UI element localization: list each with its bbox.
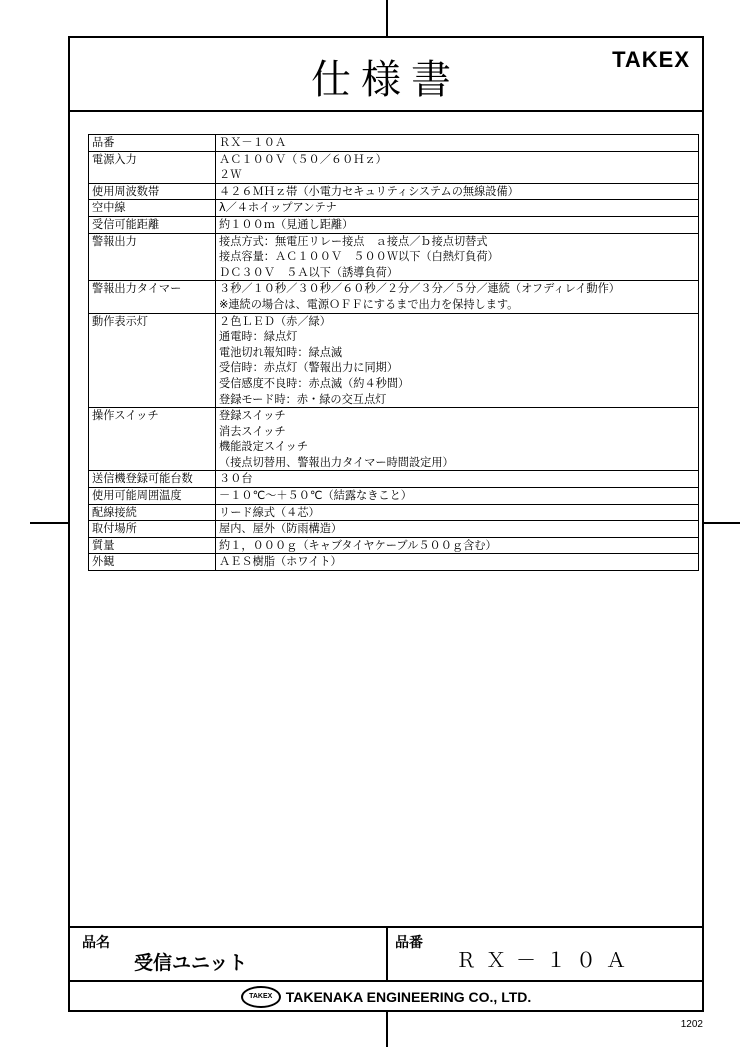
spec-value-line: 接点方式：無電圧リレー接点 ａ接点／ｂ接点切替式 bbox=[219, 234, 488, 248]
spec-value-line: －１０℃～＋５０℃（結露なきこと） bbox=[219, 489, 412, 503]
spec-row bbox=[89, 408, 699, 471]
spec-value-line: 受信時：赤点灯（警報出力に同期） bbox=[219, 361, 399, 375]
spec-key: 操作スイッチ bbox=[89, 408, 216, 471]
spec-value-line: （接点切替用、警報出力タイマー時間設定用） bbox=[219, 455, 454, 469]
spec-key: 警報出力 bbox=[89, 233, 216, 281]
spec-value-line: ４２６ＭＨｚ帯（小電力セキュリティシステムの無線設備） bbox=[219, 184, 519, 198]
spec-key: 空中線 bbox=[89, 200, 216, 217]
spec-value bbox=[216, 471, 699, 488]
spec-value bbox=[216, 537, 699, 554]
document-code: 1202 bbox=[680, 1019, 703, 1030]
spec-value bbox=[216, 183, 699, 200]
spec-row bbox=[89, 183, 699, 200]
spec-value-line: 接点容量：ＡＣ１００Ｖ ５００Ｗ以下（白熱灯負荷） bbox=[219, 250, 499, 264]
company-bar bbox=[70, 982, 702, 1012]
footer-divider bbox=[386, 928, 388, 980]
sheet-header bbox=[70, 38, 702, 112]
spec-key: 使用可能周囲温度 bbox=[89, 488, 216, 505]
spec-value-line: 電池切れ報知時：緑点滅 bbox=[219, 345, 343, 359]
crop-mark-right bbox=[704, 522, 740, 524]
model-number-value: ＲＸ－１０Ａ bbox=[456, 948, 636, 972]
spec-value-line: ＡＣ１００Ｖ（５０／６０Ｈｚ） bbox=[219, 152, 387, 166]
spec-row bbox=[89, 135, 699, 152]
spec-row bbox=[89, 200, 699, 217]
spec-key: 警報出力タイマー bbox=[89, 281, 216, 313]
spec-key: 動作表示灯 bbox=[89, 313, 216, 408]
spec-value-line: ３秒／１０秒／３０秒／６０秒／２分／３分／５分／連続（オフディレイ動作） bbox=[219, 282, 620, 296]
company-name: TAKENAKA ENGINEERING CO., LTD. bbox=[285, 989, 532, 1005]
spec-key: 使用周波数帯 bbox=[89, 183, 216, 200]
spec-row bbox=[89, 488, 699, 505]
spec-value-line: λ／４ホイップアンテナ bbox=[219, 201, 337, 215]
spec-row bbox=[89, 233, 699, 281]
crop-mark-left bbox=[30, 522, 68, 524]
spec-value-line: ＲＸ－１０Ａ bbox=[219, 136, 287, 149]
spec-value-line: リード線式（４芯） bbox=[219, 505, 320, 519]
spec-table bbox=[88, 134, 699, 571]
spec-value bbox=[216, 488, 699, 505]
spec-value bbox=[216, 554, 699, 571]
spec-value bbox=[216, 281, 699, 313]
spec-row bbox=[89, 313, 699, 408]
spec-value bbox=[216, 151, 699, 183]
spec-value-line: ２Ｗ bbox=[219, 168, 242, 182]
spec-value-line: ２色ＬＥＤ（赤／緑） bbox=[219, 314, 331, 328]
model-number-label: 品番 bbox=[395, 935, 423, 951]
spec-row bbox=[89, 281, 699, 313]
spec-row bbox=[89, 521, 699, 538]
spec-key: 配線接続 bbox=[89, 504, 216, 521]
crop-mark-top bbox=[386, 0, 388, 36]
page-title: 仕様書 bbox=[311, 57, 461, 103]
product-footer bbox=[70, 926, 702, 982]
spec-value-line: 登録スイッチ bbox=[219, 409, 286, 423]
spec-value bbox=[216, 135, 699, 152]
spec-row bbox=[89, 504, 699, 521]
spec-sheet-frame bbox=[68, 36, 704, 1012]
spec-value-line: ＡＥＳ樹脂（ホワイト） bbox=[219, 555, 342, 569]
spec-value-line: 通電時：緑点灯 bbox=[219, 330, 298, 344]
spec-value bbox=[216, 200, 699, 217]
spec-row bbox=[89, 471, 699, 488]
spec-key: 外観 bbox=[89, 554, 216, 571]
spec-row bbox=[89, 554, 699, 571]
crop-mark-bottom bbox=[386, 1012, 388, 1047]
product-name-label: 品名 bbox=[82, 935, 110, 951]
spec-value-line: ３０台 bbox=[219, 472, 253, 486]
company-logo-badge: TAKEX bbox=[241, 986, 281, 1008]
spec-value bbox=[216, 504, 699, 521]
spec-row bbox=[89, 151, 699, 183]
spec-value-line: 受信感度不良時：赤点滅（約４秒間） bbox=[219, 376, 410, 390]
spec-key: 質量 bbox=[89, 537, 216, 554]
spec-value-line: 機能設定スイッチ bbox=[219, 440, 309, 454]
spec-key: 取付場所 bbox=[89, 521, 216, 538]
spec-key: 品番 bbox=[89, 135, 216, 152]
spec-key: 受信可能距離 bbox=[89, 216, 216, 233]
brand-logo: TAKEX bbox=[612, 47, 690, 72]
product-name-value: 受信ユニット bbox=[134, 952, 248, 974]
spec-value-line: 登録モード時：赤・緑の交互点灯 bbox=[219, 392, 387, 406]
spec-value bbox=[216, 233, 699, 281]
spec-value bbox=[216, 521, 699, 538]
spec-value bbox=[216, 313, 699, 408]
spec-value-line: 消去スイッチ bbox=[219, 424, 286, 438]
spec-row bbox=[89, 216, 699, 233]
spec-value bbox=[216, 216, 699, 233]
spec-value-line: 約１，０００ｇ（キャブタイヤケーブル５００ｇ含む） bbox=[219, 538, 497, 552]
spec-value-line: ※連続の場合は、電源ＯＦＦにするまで出力を保持します。 bbox=[219, 297, 519, 311]
spec-value bbox=[216, 408, 699, 471]
spec-value-line: ＤＣ３０Ｖ ５Ａ以下（誘導負荷） bbox=[219, 265, 399, 279]
spec-value-line: 約１００ｍ（見通し距離） bbox=[219, 217, 354, 231]
spec-row bbox=[89, 537, 699, 554]
spec-key: 送信機登録可能台数 bbox=[89, 471, 216, 488]
spec-value-line: 屋内、屋外（防雨構造） bbox=[219, 522, 343, 536]
spec-key: 電源入力 bbox=[89, 151, 216, 183]
